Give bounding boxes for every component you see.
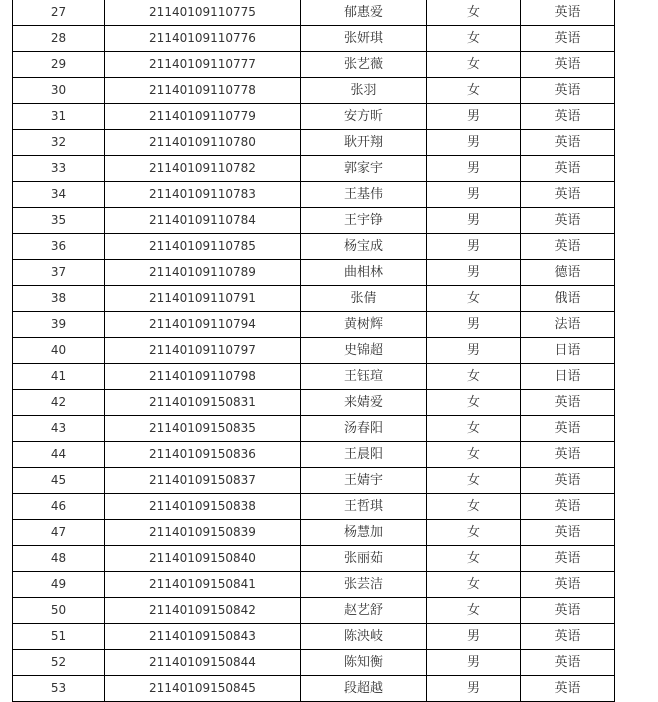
student-id-cell: 21140109150839 (105, 520, 301, 546)
student-name-cell: 汤春阳 (301, 416, 427, 442)
student-id-cell: 21140109150842 (105, 598, 301, 624)
row-number-cell: 36 (13, 234, 105, 260)
student-id-cell: 21140109150843 (105, 624, 301, 650)
student-name-cell: 杨慧加 (301, 520, 427, 546)
student-id-cell: 21140109110779 (105, 104, 301, 130)
gender-cell: 男 (427, 234, 521, 260)
student-name-cell: 曲相林 (301, 260, 427, 286)
student-name-cell: 王宇铮 (301, 208, 427, 234)
gender-cell: 男 (427, 312, 521, 338)
language-cell: 英语 (521, 208, 615, 234)
student-name-cell: 来婧爱 (301, 390, 427, 416)
gender-cell: 女 (427, 442, 521, 468)
language-cell: 英语 (521, 624, 615, 650)
student-name-cell: 郭家宇 (301, 156, 427, 182)
table-row (13, 494, 615, 520)
row-number-cell: 41 (13, 364, 105, 390)
gender-cell: 女 (427, 52, 521, 78)
row-number-cell: 46 (13, 494, 105, 520)
student-id-cell: 21140109110789 (105, 260, 301, 286)
language-cell: 英语 (521, 78, 615, 104)
language-cell: 英语 (521, 130, 615, 156)
student-id-cell: 21140109150831 (105, 390, 301, 416)
table-row (13, 286, 615, 312)
student-id-cell: 21140109150845 (105, 676, 301, 702)
table-row (13, 26, 615, 52)
row-number-cell: 38 (13, 286, 105, 312)
student-name-cell: 安方昕 (301, 104, 427, 130)
gender-cell: 男 (427, 104, 521, 130)
gender-cell: 女 (427, 520, 521, 546)
row-number-cell: 44 (13, 442, 105, 468)
language-cell: 法语 (521, 312, 615, 338)
student-id-cell: 21140109150837 (105, 468, 301, 494)
table-row (13, 104, 615, 130)
student-id-cell: 21140109110783 (105, 182, 301, 208)
student-id-cell: 21140109110780 (105, 130, 301, 156)
gender-cell: 女 (427, 390, 521, 416)
table-row (13, 546, 615, 572)
student-name-cell: 王婧宇 (301, 468, 427, 494)
row-number-cell: 37 (13, 260, 105, 286)
student-id-cell: 21140109110775 (105, 0, 301, 26)
gender-cell: 男 (427, 130, 521, 156)
student-list-table (12, 0, 615, 702)
gender-cell: 男 (427, 676, 521, 702)
row-number-cell: 53 (13, 676, 105, 702)
student-name-cell: 王基伟 (301, 182, 427, 208)
student-name-cell: 张芸洁 (301, 572, 427, 598)
student-list-table-wrapper (12, 0, 614, 702)
gender-cell: 男 (427, 338, 521, 364)
table-row (13, 312, 615, 338)
gender-cell: 女 (427, 0, 521, 26)
language-cell: 英语 (521, 182, 615, 208)
table-row (13, 182, 615, 208)
gender-cell: 女 (427, 364, 521, 390)
row-number-cell: 51 (13, 624, 105, 650)
table-row (13, 234, 615, 260)
student-name-cell: 史锦超 (301, 338, 427, 364)
table-row (13, 364, 615, 390)
row-number-cell: 30 (13, 78, 105, 104)
student-id-cell: 21140109150840 (105, 546, 301, 572)
row-number-cell: 39 (13, 312, 105, 338)
table-row (13, 598, 615, 624)
gender-cell: 男 (427, 260, 521, 286)
language-cell: 英语 (521, 546, 615, 572)
student-id-cell: 21140109110791 (105, 286, 301, 312)
table-row (13, 520, 615, 546)
language-cell: 英语 (521, 468, 615, 494)
row-number-cell: 31 (13, 104, 105, 130)
language-cell: 英语 (521, 26, 615, 52)
gender-cell: 女 (427, 26, 521, 52)
language-cell: 英语 (521, 442, 615, 468)
row-number-cell: 52 (13, 650, 105, 676)
row-number-cell: 35 (13, 208, 105, 234)
table-row (13, 416, 615, 442)
student-name-cell: 张羽 (301, 78, 427, 104)
row-number-cell: 32 (13, 130, 105, 156)
student-id-cell: 21140109110794 (105, 312, 301, 338)
student-name-cell: 赵艺舒 (301, 598, 427, 624)
language-cell: 英语 (521, 52, 615, 78)
gender-cell: 女 (427, 598, 521, 624)
student-id-cell: 21140109150844 (105, 650, 301, 676)
student-name-cell: 王晨阳 (301, 442, 427, 468)
language-cell: 英语 (521, 390, 615, 416)
table-row (13, 624, 615, 650)
student-name-cell: 王钰瑄 (301, 364, 427, 390)
language-cell: 英语 (521, 416, 615, 442)
gender-cell: 男 (427, 182, 521, 208)
row-number-cell: 29 (13, 52, 105, 78)
gender-cell: 男 (427, 208, 521, 234)
student-name-cell: 耿开翔 (301, 130, 427, 156)
table-row (13, 572, 615, 598)
student-id-cell: 21140109110797 (105, 338, 301, 364)
language-cell: 英语 (521, 520, 615, 546)
table-row (13, 130, 615, 156)
language-cell: 英语 (521, 572, 615, 598)
table-row (13, 78, 615, 104)
language-cell: 俄语 (521, 286, 615, 312)
student-list-body (13, 0, 615, 702)
row-number-cell: 33 (13, 156, 105, 182)
student-id-cell: 21140109110782 (105, 156, 301, 182)
table-row (13, 442, 615, 468)
table-row (13, 338, 615, 364)
table-row (13, 52, 615, 78)
table-row (13, 676, 615, 702)
gender-cell: 女 (427, 572, 521, 598)
student-id-cell: 21140109110778 (105, 78, 301, 104)
row-number-cell: 40 (13, 338, 105, 364)
row-number-cell: 50 (13, 598, 105, 624)
gender-cell: 男 (427, 650, 521, 676)
language-cell: 英语 (521, 598, 615, 624)
student-name-cell: 陈知衡 (301, 650, 427, 676)
student-id-cell: 21140109150838 (105, 494, 301, 520)
language-cell: 日语 (521, 338, 615, 364)
student-name-cell: 张倩 (301, 286, 427, 312)
language-cell: 英语 (521, 494, 615, 520)
student-id-cell: 21140109110785 (105, 234, 301, 260)
student-id-cell: 21140109150835 (105, 416, 301, 442)
row-number-cell: 48 (13, 546, 105, 572)
student-id-cell: 21140109110784 (105, 208, 301, 234)
student-id-cell: 21140109110776 (105, 26, 301, 52)
table-row (13, 650, 615, 676)
row-number-cell: 34 (13, 182, 105, 208)
gender-cell: 女 (427, 78, 521, 104)
language-cell: 英语 (521, 650, 615, 676)
row-number-cell: 43 (13, 416, 105, 442)
table-row (13, 0, 615, 26)
language-cell: 英语 (521, 0, 615, 26)
language-cell: 英语 (521, 104, 615, 130)
table-row (13, 208, 615, 234)
table-row (13, 260, 615, 286)
row-number-cell: 47 (13, 520, 105, 546)
language-cell: 英语 (521, 234, 615, 260)
student-id-cell: 21140109110798 (105, 364, 301, 390)
student-name-cell: 张妍琪 (301, 26, 427, 52)
language-cell: 英语 (521, 156, 615, 182)
gender-cell: 男 (427, 624, 521, 650)
language-cell: 日语 (521, 364, 615, 390)
table-row (13, 468, 615, 494)
student-id-cell: 21140109150836 (105, 442, 301, 468)
gender-cell: 女 (427, 494, 521, 520)
student-name-cell: 郁惠爱 (301, 0, 427, 26)
student-id-cell: 21140109110777 (105, 52, 301, 78)
row-number-cell: 49 (13, 572, 105, 598)
student-name-cell: 杨宝成 (301, 234, 427, 260)
student-name-cell: 张艺薇 (301, 52, 427, 78)
student-name-cell: 陈泱岐 (301, 624, 427, 650)
row-number-cell: 28 (13, 26, 105, 52)
language-cell: 德语 (521, 260, 615, 286)
row-number-cell: 27 (13, 0, 105, 26)
student-name-cell: 王哲琪 (301, 494, 427, 520)
language-cell: 英语 (521, 676, 615, 702)
student-name-cell: 黄树辉 (301, 312, 427, 338)
gender-cell: 女 (427, 416, 521, 442)
student-id-cell: 21140109150841 (105, 572, 301, 598)
student-name-cell: 段超越 (301, 676, 427, 702)
row-number-cell: 45 (13, 468, 105, 494)
row-number-cell: 42 (13, 390, 105, 416)
table-row (13, 390, 615, 416)
gender-cell: 女 (427, 286, 521, 312)
gender-cell: 男 (427, 156, 521, 182)
student-name-cell: 张丽茹 (301, 546, 427, 572)
table-row (13, 156, 615, 182)
gender-cell: 女 (427, 546, 521, 572)
gender-cell: 女 (427, 468, 521, 494)
